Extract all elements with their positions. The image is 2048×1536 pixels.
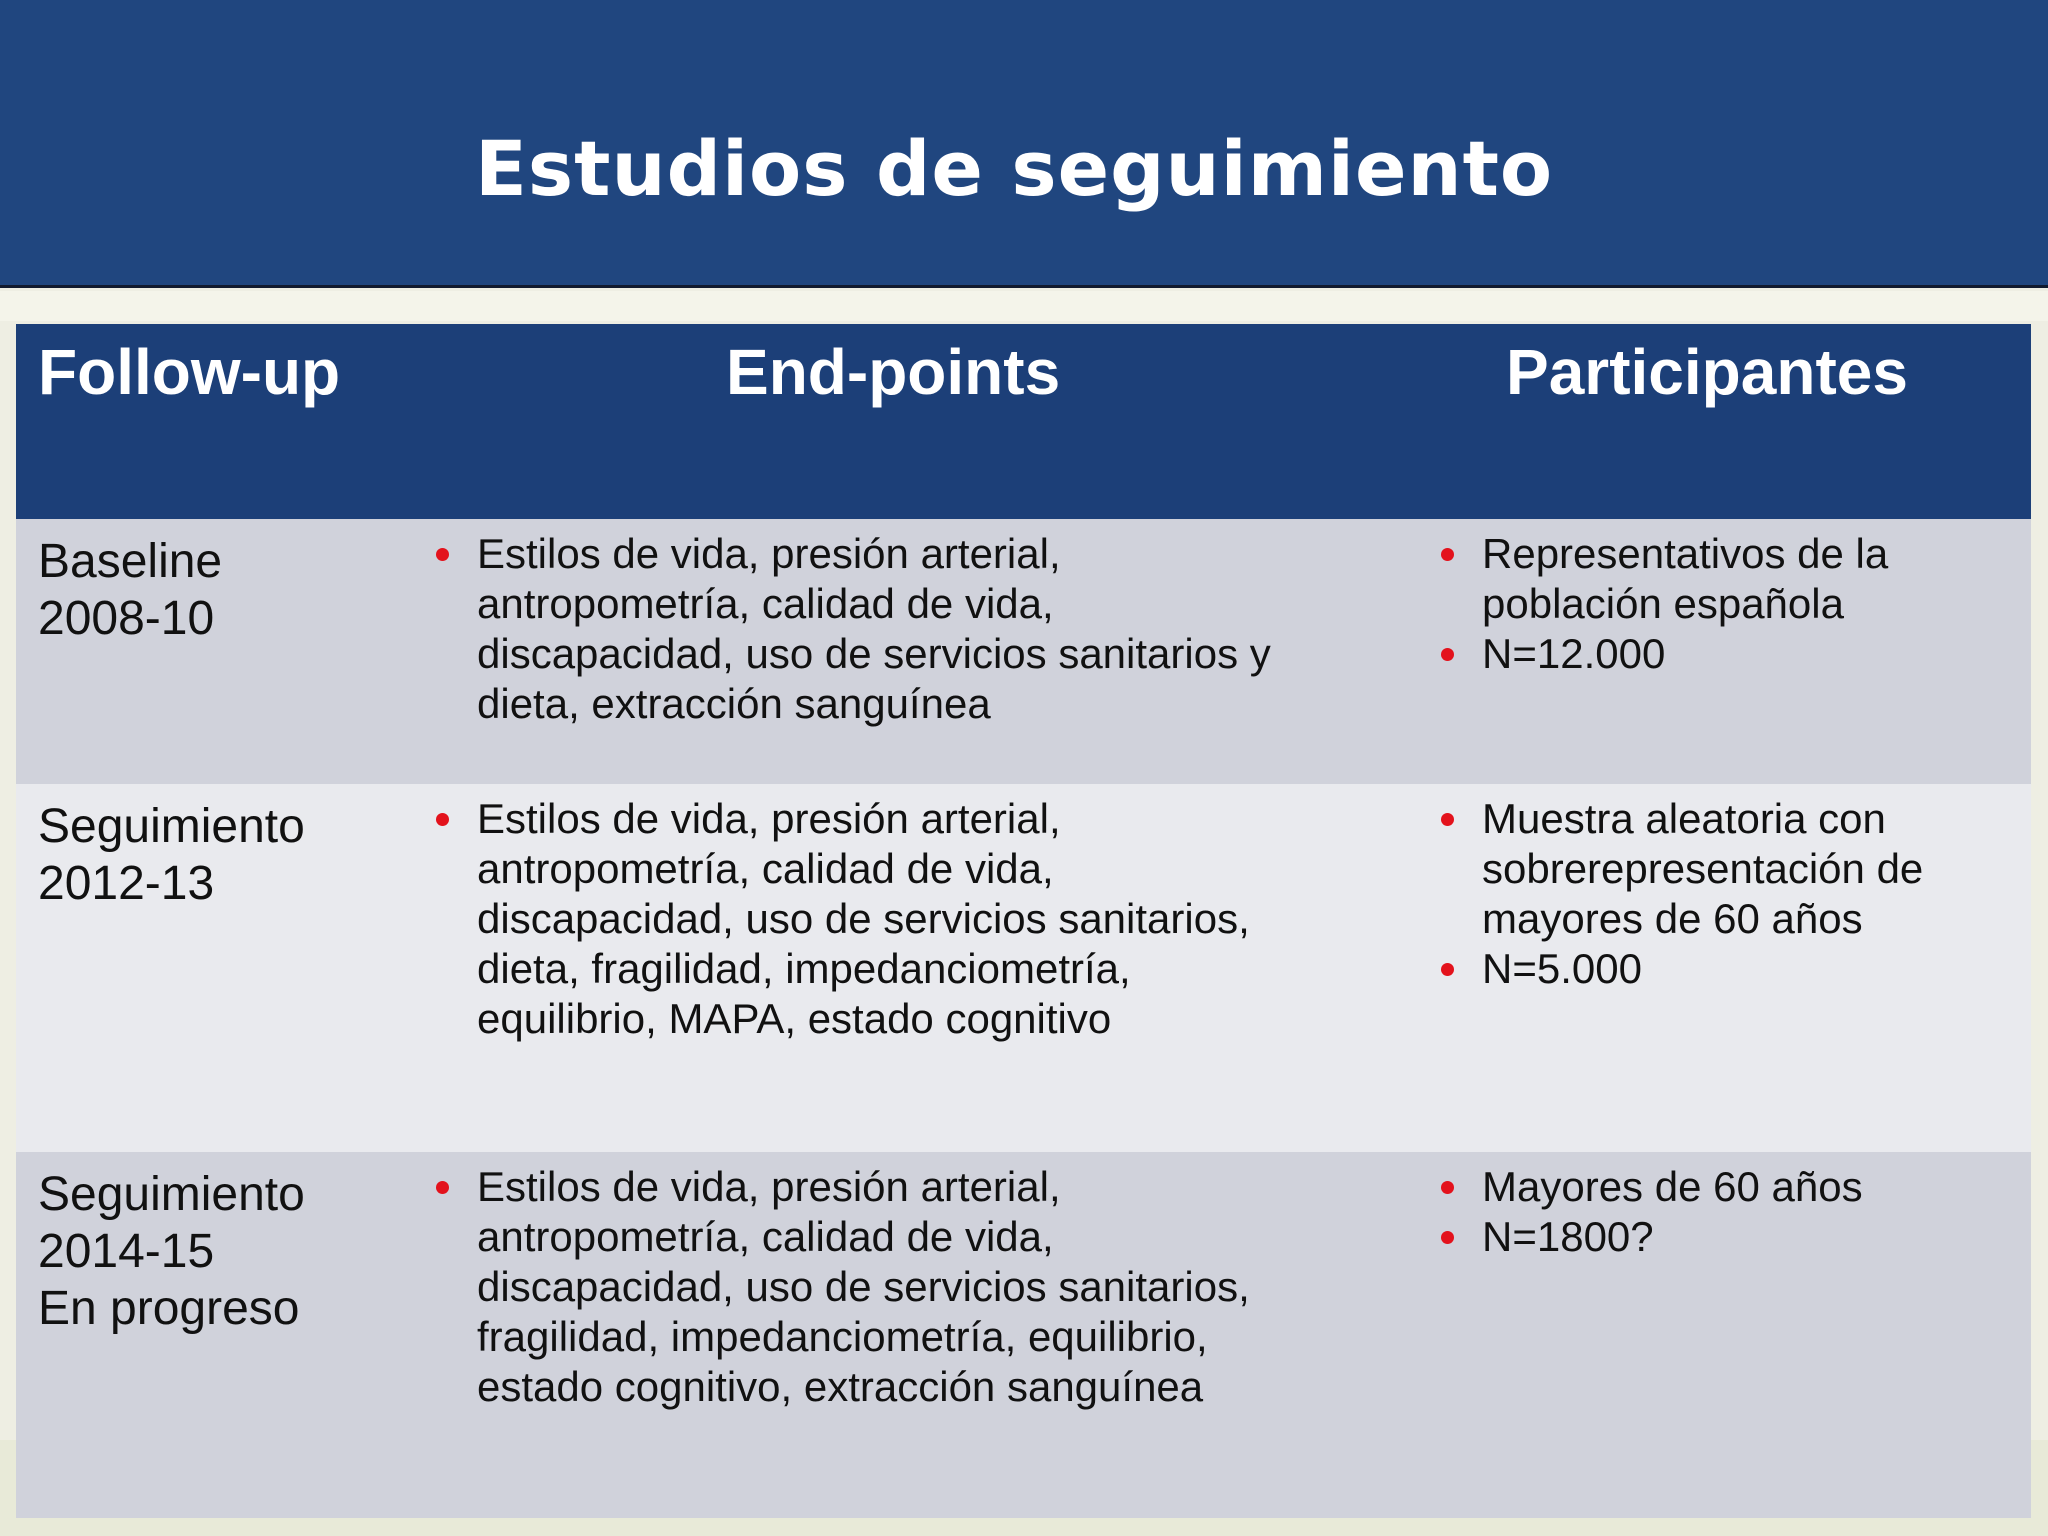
endpoint-line: estado cognitivo, extracción sanguínea xyxy=(477,1363,1204,1410)
follow-up-cell xyxy=(38,1166,408,1337)
endpoint-item xyxy=(421,794,1396,1044)
table-header-row xyxy=(16,324,2031,519)
participant-item xyxy=(1426,1212,2026,1262)
follow-up-line: Seguimiento xyxy=(38,800,305,853)
participant-item xyxy=(1426,529,2026,629)
participant-line: N=12.000 xyxy=(1482,630,1666,677)
endpoints-cell xyxy=(421,794,1396,1044)
endpoint-line: discapacidad, uso de servicios sanitarios y xyxy=(477,630,1271,677)
participant-line: Muestra aleatoria con xyxy=(1482,795,1886,842)
participants-cell xyxy=(1426,794,2026,994)
endpoint-line: antropometría, calidad de vida, xyxy=(477,845,1054,892)
follow-up-line: 2008-10 xyxy=(38,592,215,645)
endpoint-item xyxy=(421,529,1396,729)
table-row xyxy=(16,1152,2031,1518)
follow-up-line: En progreso xyxy=(38,1282,300,1335)
participant-line: N=5.000 xyxy=(1482,945,1642,992)
title-banner xyxy=(0,0,2048,288)
endpoint-line: Estilos de vida, presión arterial, xyxy=(477,530,1061,577)
endpoint-item xyxy=(421,1162,1396,1412)
endpoint-line: dieta, extracción sanguínea xyxy=(477,680,991,727)
participant-item xyxy=(1426,794,2026,944)
endpoint-line: dieta, fragilidad, impedanciometría, xyxy=(477,945,1131,992)
endpoint-line: discapacidad, uso de servicios sanitarios, xyxy=(477,1263,1250,1310)
participant-line: sobrerepresentación de xyxy=(1482,845,1924,892)
endpoint-line: Estilos de vida, presión arterial, xyxy=(477,1163,1061,1210)
endpoint-line: antropometría, calidad de vida, xyxy=(477,580,1054,627)
participant-item xyxy=(1426,1162,2026,1212)
participants-list xyxy=(1426,529,2026,679)
participant-line: Mayores de 60 años xyxy=(1482,1163,1863,1210)
endpoints-cell xyxy=(421,1162,1396,1412)
endpoint-line: fragilidad, impedanciometría, equilibrio, xyxy=(477,1313,1208,1360)
slide-title: Estudios de seguimiento xyxy=(475,124,1554,213)
participant-line: N=1800? xyxy=(1482,1213,1654,1260)
follow-up-line: Baseline xyxy=(38,535,223,588)
header-participantes: Participantes xyxy=(1506,336,1908,408)
participant-line: Representativos de la xyxy=(1482,530,1889,577)
header-follow-up: Follow-up xyxy=(38,336,341,408)
participant-item xyxy=(1426,944,2026,994)
endpoint-line: discapacidad, uso de servicios sanitarios, xyxy=(477,895,1250,942)
follow-up-table xyxy=(16,324,2031,1518)
participant-line: población española xyxy=(1482,580,1844,627)
header-end-points: End-points xyxy=(726,336,1061,408)
follow-up-cell xyxy=(38,798,408,912)
table-row xyxy=(16,784,2031,1152)
participants-list xyxy=(1426,794,2026,994)
participant-line: mayores de 60 años xyxy=(1482,895,1863,942)
endpoints-list xyxy=(421,1162,1396,1412)
participants-list xyxy=(1426,1162,2026,1262)
follow-up-line: Seguimiento xyxy=(38,1168,305,1221)
endpoint-line: Estilos de vida, presión arterial, xyxy=(477,795,1061,842)
table-row xyxy=(16,519,2031,784)
endpoints-cell xyxy=(421,529,1396,729)
endpoint-line: equilibrio, MAPA, estado cognitivo xyxy=(477,995,1112,1042)
light-band xyxy=(0,291,2048,321)
follow-up-line: 2012-13 xyxy=(38,857,215,910)
follow-up-line: 2014-15 xyxy=(38,1225,215,1278)
participants-cell xyxy=(1426,1162,2026,1262)
participants-cell xyxy=(1426,529,2026,679)
follow-up-cell xyxy=(38,533,408,647)
endpoints-list xyxy=(421,529,1396,729)
endpoint-line: antropometría, calidad de vida, xyxy=(477,1213,1054,1260)
endpoints-list xyxy=(421,794,1396,1044)
participant-item xyxy=(1426,629,2026,679)
